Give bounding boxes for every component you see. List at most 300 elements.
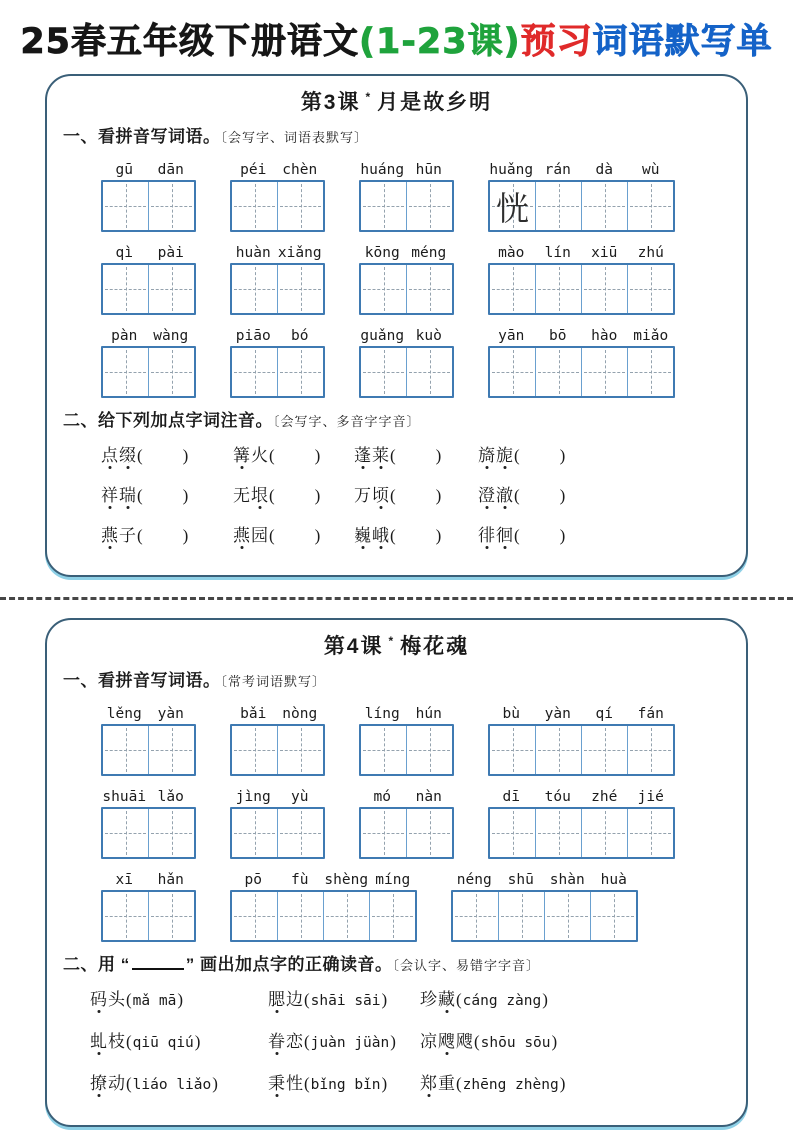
pinyin-label (230, 784, 325, 805)
lesson-name: 梅花魂 (400, 635, 470, 658)
annotation-row (101, 481, 732, 506)
word-character: 码 (90, 985, 108, 1010)
pinyin-group (230, 784, 325, 859)
grid-cell (582, 182, 628, 230)
writing-grid (101, 890, 196, 942)
paren-open: ( (304, 1074, 310, 1093)
paren-open: ( (269, 526, 275, 545)
pinyin-syllable: mó (373, 789, 391, 805)
pinyin-syllable: tóu (544, 789, 571, 805)
section2-heading (63, 950, 732, 975)
grid-cell (324, 892, 370, 940)
grid-cell (232, 726, 278, 774)
word-character: 飕 (456, 1032, 474, 1051)
section2-heading (63, 406, 732, 431)
grid-cell (490, 809, 536, 857)
paren-close: ) (381, 1074, 388, 1093)
annotation-item (354, 481, 478, 506)
grid-cell (278, 265, 323, 313)
pinyin-row (101, 323, 732, 398)
grid-cell (232, 892, 278, 940)
paren-close: ) (435, 486, 442, 505)
grid-cell (407, 726, 452, 774)
paren-open: ( (126, 1074, 132, 1093)
writing-grid (359, 724, 454, 776)
dotted-word (420, 990, 456, 1009)
grid-cell (278, 809, 323, 857)
pinyin-label (101, 240, 196, 261)
pinyin-group (488, 784, 675, 859)
dotted-word (233, 526, 269, 545)
grid-cell (582, 726, 628, 774)
paren-close: ) (435, 446, 442, 465)
pinyin-label (451, 867, 638, 888)
grid-cell (407, 348, 452, 396)
grid-cell (103, 182, 149, 230)
writing-grid (230, 180, 325, 232)
grid-cell (278, 892, 324, 940)
annotation-item (90, 1069, 268, 1094)
paren-close: ) (559, 486, 566, 505)
writing-grid (488, 724, 675, 776)
word-character: 燕 (101, 521, 119, 546)
pinyin-group (230, 867, 417, 942)
grid-cell (453, 892, 499, 940)
word-character: 秉 (268, 1069, 286, 1094)
lesson-star: * (365, 90, 373, 104)
pinyin-syllable: yān (498, 328, 525, 344)
lesson-name: 月是故乡明 (377, 91, 493, 114)
grid-cell (536, 348, 582, 396)
pinyin-label (230, 240, 325, 261)
annotation-item (101, 441, 233, 466)
grid-cell (278, 348, 323, 396)
word-character: 性 (286, 1074, 304, 1093)
paren-close: ) (314, 526, 321, 545)
pinyin-syllable: wù (642, 162, 660, 178)
pinyin-group (101, 157, 196, 232)
pinyin-label (101, 701, 196, 722)
grid-cell (591, 892, 636, 940)
pinyin-syllable: kuò (415, 328, 442, 344)
annotation-item (268, 1027, 420, 1052)
section2-note: 〔会写字、多音字字音〕 (273, 414, 421, 429)
dotted-word (478, 486, 514, 505)
paren-open: ( (474, 1032, 480, 1051)
grid-cell (490, 265, 536, 313)
annotation-item (354, 441, 478, 466)
paren-open: ( (514, 446, 520, 465)
annotation-item (90, 985, 268, 1010)
writing-grid (230, 890, 417, 942)
grid-cell (407, 809, 452, 857)
pinyin-group (230, 157, 325, 232)
word-character: 徘 (478, 521, 496, 546)
lesson-title (61, 630, 732, 660)
annotation-row (90, 1069, 732, 1094)
writing-grid (359, 180, 454, 232)
lesson-title (61, 86, 732, 116)
section2-label-prefix: 二、用 “ (63, 955, 130, 974)
writing-grid (101, 724, 196, 776)
grid-cell (103, 809, 149, 857)
writing-grid (359, 263, 454, 315)
lesson-star: * (388, 634, 396, 648)
dotted-word (354, 486, 390, 505)
word-character: 缀 (119, 441, 137, 466)
word-character: 篝 (233, 441, 251, 466)
writing-grid (230, 724, 325, 776)
grid-cell (103, 265, 149, 313)
pinyin-options: zhēng zhèng (462, 1077, 559, 1093)
pinyin-label (230, 701, 325, 722)
pinyin-syllable: nòng (282, 706, 318, 722)
filled-character: 恍 (496, 191, 529, 228)
grid-cell (628, 182, 673, 230)
pinyin-syllable: xiū (591, 245, 618, 261)
annotation-item (233, 481, 354, 506)
title-part: (1-23课) (359, 22, 521, 62)
pinyin-group (230, 701, 325, 776)
annotation-row (101, 521, 732, 546)
pinyin-syllable: gū (115, 162, 133, 178)
pinyin-syllable: qí (595, 706, 613, 722)
writing-grid (101, 807, 196, 859)
paren-close: ) (390, 1032, 396, 1051)
pinyin-syllable: kōng (364, 245, 400, 261)
dotted-word (420, 1032, 474, 1051)
dotted-word (268, 1032, 304, 1051)
pinyin-label (359, 701, 454, 722)
paren-open: ( (137, 446, 143, 465)
pinyin-group (230, 240, 325, 315)
dotted-word (101, 526, 137, 545)
grid-cell (536, 726, 582, 774)
writing-grid (101, 263, 196, 315)
pinyin-syllable: qì (115, 245, 133, 261)
paren-close: ) (559, 446, 566, 465)
dotted-word (268, 990, 304, 1009)
dotted-word (478, 446, 514, 465)
grid-cell (582, 265, 628, 313)
grid-cell (361, 809, 407, 857)
grid-cell (278, 726, 323, 774)
writing-grid (451, 890, 638, 942)
section1-label: 一、看拼音写词语。 (63, 127, 221, 146)
pinyin-label (488, 784, 675, 805)
pinyin-options: juàn jüàn (310, 1035, 390, 1051)
annotation-item (101, 521, 233, 546)
annotation-item (268, 985, 420, 1010)
pinyin-options: qiū qiú (132, 1035, 194, 1051)
word-character: 徊 (496, 521, 514, 546)
paren-close: ) (559, 1074, 566, 1093)
annotation-item (478, 521, 732, 546)
word-character: 旖 (478, 441, 496, 466)
paren-open: ( (304, 990, 310, 1009)
pinyin-options: shāi sāi (310, 993, 381, 1009)
word-character: 莱 (372, 441, 390, 466)
dotted-word (90, 990, 126, 1009)
word-character: 点 (101, 441, 119, 466)
word-character: 祥 (101, 481, 119, 506)
paren-open: ( (456, 990, 462, 1009)
word-character: 头 (108, 990, 126, 1009)
grid-cell (149, 265, 194, 313)
pinyin-group (359, 240, 454, 315)
pinyin-options: cáng zàng (462, 993, 542, 1009)
paren-close: ) (182, 446, 189, 465)
pinyin-syllable: guǎng (360, 328, 405, 344)
annotation-item (478, 441, 732, 466)
pinyin-options: bǐng bǐn (310, 1077, 381, 1093)
pinyin-label (101, 784, 196, 805)
section2-label (63, 955, 392, 974)
pinyin-syllable: wàng (153, 328, 189, 344)
word-character: 垠 (251, 481, 269, 506)
lesson-number: 第4课 (323, 635, 384, 658)
writing-grid (359, 807, 454, 859)
grid-cell (582, 348, 628, 396)
pinyin-syllable: péi (240, 162, 267, 178)
word-character: 澈 (496, 481, 514, 506)
pinyin-syllable: xiǎng (277, 245, 322, 261)
writing-grid (488, 807, 675, 859)
paren-close: ) (314, 486, 321, 505)
pinyin-group (488, 701, 675, 776)
paren-open: ( (269, 446, 275, 465)
pinyin-row (101, 784, 732, 859)
pinyin-group (359, 157, 454, 232)
grid-cell (536, 265, 582, 313)
paren-open: ( (390, 526, 396, 545)
word-character: 枝 (108, 1032, 126, 1051)
grid-cell (536, 182, 582, 230)
writing-grid (488, 180, 675, 232)
pinyin-syllable: huà (600, 872, 627, 888)
pinyin-label (230, 867, 417, 888)
dotted-word (354, 446, 390, 465)
writing-grid (230, 263, 325, 315)
title-part: 词语默写单 (592, 22, 773, 62)
section2-label-suffix: ” 画出加点字的正确读音。 (185, 955, 393, 974)
pinyin-syllable: bǎi (240, 706, 267, 722)
pinyin-syllable: mào (498, 245, 525, 261)
writing-grid (230, 346, 325, 398)
pinyin-group (359, 323, 454, 398)
pinyin-syllable: jìng (235, 789, 271, 805)
pinyin-label (359, 157, 454, 178)
pinyin-syllable: pài (157, 245, 184, 261)
annotation-item (90, 1027, 268, 1052)
grid-cell (361, 726, 407, 774)
pinyin-syllable: yù (291, 789, 309, 805)
paren-open: ( (514, 486, 520, 505)
word-character: 巍 (354, 521, 372, 546)
annotation-item (233, 441, 354, 466)
paren-close: ) (314, 446, 321, 465)
pinyin-group (101, 867, 196, 942)
paren-close: ) (542, 990, 548, 1009)
annotation-row (90, 985, 732, 1010)
word-character: 虬 (90, 1027, 108, 1052)
section1-note: 〔会写字、词语表默写〕 (220, 130, 369, 145)
grid-cell (582, 809, 628, 857)
pinyin-label (101, 867, 196, 888)
pinyin-group (359, 784, 454, 859)
pinyin-options: liáo liǎo (132, 1077, 212, 1093)
grid-cell (490, 348, 536, 396)
pinyin-syllable: chèn (282, 162, 318, 178)
pinyin-syllable: huàn (235, 245, 271, 261)
pinyin-group (101, 240, 196, 315)
pinyin-label (359, 784, 454, 805)
annotation-item (478, 481, 732, 506)
grid-cell (536, 809, 582, 857)
pinyin-syllable: nàn (415, 789, 442, 805)
paren-open: ( (390, 446, 396, 465)
pinyin-group (488, 157, 675, 232)
blank-underline (132, 954, 184, 970)
writing-grid (230, 807, 325, 859)
grid-cell (149, 348, 194, 396)
paren-close: ) (551, 1032, 558, 1051)
word-character: 珍 (420, 990, 438, 1009)
word-character: 火 (251, 446, 269, 465)
grid-cell (545, 892, 591, 940)
word-character: 瑞 (119, 481, 137, 506)
dotted-word (268, 1074, 304, 1093)
pinyin-syllable: lǎo (157, 789, 184, 805)
annotation-item (233, 521, 354, 546)
pinyin-row (101, 867, 732, 942)
paren-close: ) (212, 1074, 218, 1093)
pinyin-group (230, 323, 325, 398)
pinyin-label (101, 323, 196, 344)
pinyin-options: shōu sōu (480, 1035, 551, 1051)
pinyin-syllable: shèng (324, 872, 369, 888)
word-character: 重 (438, 1074, 456, 1093)
paren-open: ( (126, 990, 132, 1009)
grid-cell (149, 182, 194, 230)
word-character: 峨 (372, 521, 390, 546)
word-character: 燕 (233, 521, 251, 546)
grid-cell (490, 726, 536, 774)
paren-open: ( (390, 486, 396, 505)
pinyin-syllable: fù (291, 872, 309, 888)
paren-close: ) (182, 526, 189, 545)
word-character: 园 (251, 526, 269, 545)
paren-close: ) (194, 1032, 201, 1051)
pinyin-row (101, 157, 732, 232)
writing-grid (488, 346, 675, 398)
word-character: 无 (233, 486, 251, 505)
paren-open: ( (269, 486, 275, 505)
pinyin-syllable: fán (637, 706, 664, 722)
worksheet (0, 74, 793, 1127)
pinyin-syllable: jié (637, 789, 664, 805)
pinyin-syllable: yàn (544, 706, 571, 722)
pinyin-syllable: méng (411, 245, 447, 261)
pinyin-syllable: hūn (415, 162, 442, 178)
pinyin-syllable: míng (375, 872, 411, 888)
pinyin-label (488, 323, 675, 344)
pinyin-syllable: hào (591, 328, 618, 344)
word-character: 藏 (438, 985, 456, 1010)
annotation-row (90, 1027, 732, 1052)
grid-cell (361, 265, 407, 313)
title-part: 25春五年级下册语文 (20, 22, 360, 62)
writing-grid (488, 263, 675, 315)
pinyin-syllable: huáng (360, 162, 405, 178)
grid-cell (232, 348, 278, 396)
page-divider (0, 597, 793, 600)
paren-close: ) (177, 990, 183, 1009)
writing-grid (101, 180, 196, 232)
pinyin-label (230, 323, 325, 344)
pinyin-group (451, 867, 638, 942)
pinyin-group (101, 701, 196, 776)
writing-grid (359, 346, 454, 398)
pinyin-syllable: yàn (157, 706, 184, 722)
word-character: 恋 (286, 1032, 304, 1051)
paren-open: ( (126, 1032, 132, 1051)
page-title (0, 14, 793, 64)
pinyin-group (488, 323, 675, 398)
grid-cell (149, 892, 194, 940)
word-character: 旎 (496, 441, 514, 466)
pinyin-syllable: bù (502, 706, 520, 722)
word-character: 顷 (372, 481, 390, 506)
pinyin-syllable: shàn (549, 872, 585, 888)
pinyin-syllable: dà (595, 162, 613, 178)
pinyin-options: mǎ mā (132, 993, 177, 1009)
lesson-card (45, 74, 748, 577)
grid-cell (232, 182, 278, 230)
word-character: 眷 (268, 1027, 286, 1052)
annotation-item (420, 1069, 732, 1094)
dotted-word (101, 446, 137, 465)
grid-cell (149, 809, 194, 857)
grid-cell (499, 892, 545, 940)
word-character: 凉 (420, 1032, 438, 1051)
paren-open: ( (304, 1032, 310, 1051)
pinyin-row (101, 701, 732, 776)
pinyin-syllable: rán (544, 162, 571, 178)
word-character: 边 (286, 990, 304, 1009)
pinyin-syllable: líng (364, 706, 400, 722)
section1-heading (63, 666, 732, 691)
pinyin-label (230, 157, 325, 178)
annotation-item (420, 1027, 732, 1052)
grid-cell (103, 348, 149, 396)
grid-cell (628, 809, 673, 857)
grid-cell (490, 182, 536, 230)
title-part: 预习 (520, 22, 593, 62)
word-character: 腮 (268, 985, 286, 1010)
dotted-word (233, 486, 269, 505)
pinyin-syllable: zhé (591, 789, 618, 805)
word-character: 郑 (420, 1069, 438, 1094)
pinyin-row (101, 240, 732, 315)
grid-cell (361, 348, 407, 396)
pinyin-group (101, 323, 196, 398)
pinyin-label (359, 323, 454, 344)
pinyin-syllable: shū (507, 872, 534, 888)
grid-cell (103, 726, 149, 774)
grid-cell (232, 809, 278, 857)
word-character: 子 (119, 526, 137, 545)
